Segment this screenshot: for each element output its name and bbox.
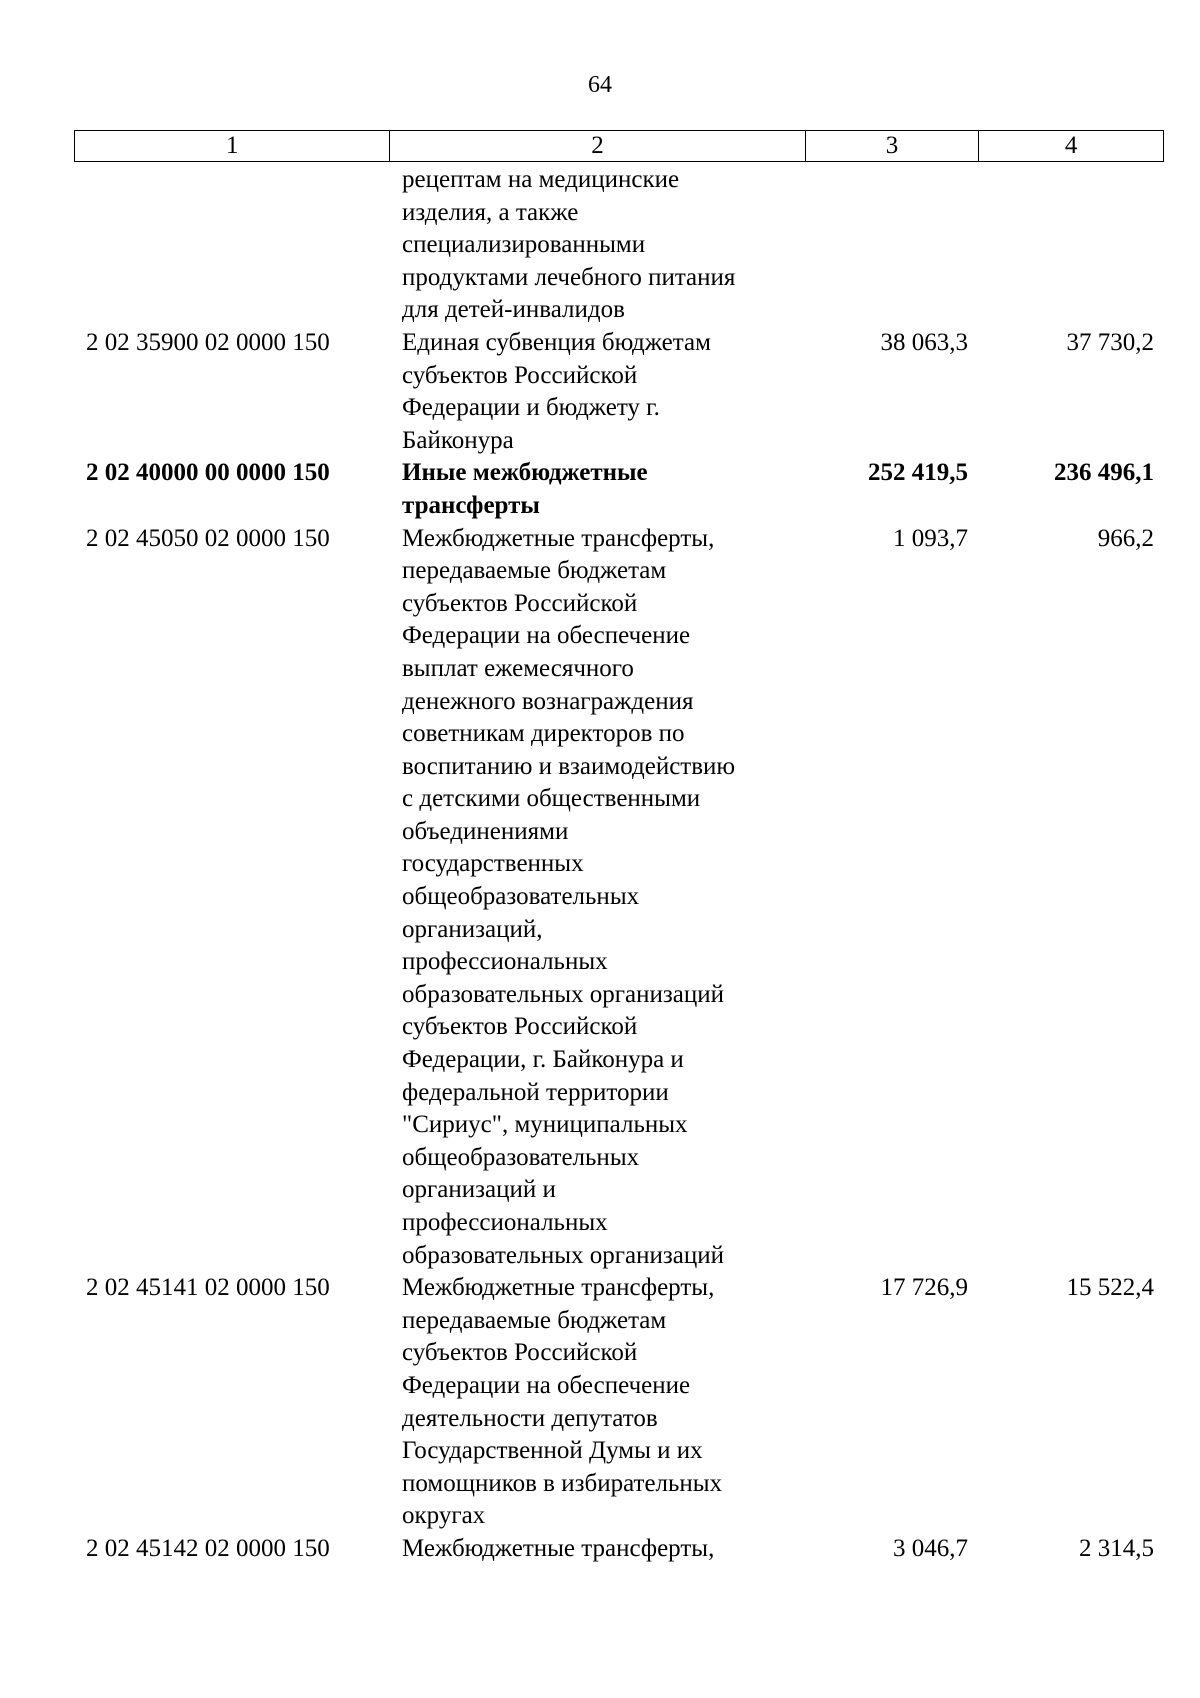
row-name-line: субъектов Российской <box>402 361 638 389</box>
row-name-line: Государственной Думы и их <box>402 1437 703 1465</box>
row-value-col3 <box>806 164 980 327</box>
row-name-line: образовательных организаций <box>402 980 725 1008</box>
row-name-line: профессиональных <box>402 1209 608 1236</box>
row-name-line: передаваемые бюджетам <box>402 557 667 585</box>
row-name-line: Межбюджетные трансферты, <box>402 1274 715 1302</box>
row-value-col3: 1 093,7 <box>893 524 968 552</box>
row-value-col3: 17 726,9 <box>880 1274 968 1302</box>
row-name-line: профессиональных <box>402 948 608 976</box>
row-name-line: продуктами лечебного питания <box>402 263 736 291</box>
row-name <box>390 1272 806 1533</box>
table-row <box>74 1533 1164 1566</box>
row-name-line: "Сириус", муниципальных <box>402 1111 688 1139</box>
row-name-line: Иные межбюджетные <box>402 459 648 487</box>
header-col-1: 1 <box>75 131 390 161</box>
row-value-col4 <box>980 164 1164 327</box>
row-value-col4: 236 496,1 <box>1054 459 1154 487</box>
row-name-line: субъектов Российской <box>402 1013 638 1041</box>
row-name-line: советникам директоров по <box>402 720 685 748</box>
row-name-line: с детскими общественными <box>402 785 701 813</box>
table-header <box>74 130 1164 162</box>
row-code: 2 02 45050 02 0000 150 <box>86 524 330 552</box>
table-row <box>74 164 1164 327</box>
row-name-line: федеральной территории <box>402 1078 669 1106</box>
row-code: 2 02 45141 02 0000 150 <box>86 1274 330 1302</box>
table-row <box>74 457 1164 522</box>
table-row <box>74 523 1164 1273</box>
table-body <box>74 164 1164 1566</box>
row-name-line: Федерации и бюджету г. <box>402 394 660 422</box>
row-name-line: Межбюджетные трансферты, <box>402 1534 715 1562</box>
row-name-line: общеобразовательных <box>402 883 640 911</box>
row-name-line: воспитанию и взаимодействию <box>402 752 736 780</box>
row-name-line: общеобразовательных <box>402 1143 640 1171</box>
row-name-line: образовательных организаций <box>402 1241 725 1269</box>
row-name-line: Байконура <box>402 426 514 454</box>
row-name-line: трансферты <box>402 491 540 519</box>
row-name-line: Межбюджетные трансферты, <box>402 524 715 552</box>
row-value-col4: 966,2 <box>1097 524 1154 552</box>
row-name-line: округах <box>402 1502 486 1530</box>
row-name-line: организаций, <box>402 915 543 943</box>
row-code: 2 02 45142 02 0000 150 <box>86 1534 330 1562</box>
row-name-line: помощников в избирательных <box>402 1469 723 1497</box>
row-code: 2 02 35900 02 0000 150 <box>86 328 330 356</box>
header-col-3: 3 <box>806 131 980 161</box>
row-name-line: передаваемые бюджетам <box>402 1306 667 1334</box>
row-name-line: организаций и <box>402 1176 556 1204</box>
table-row <box>74 1272 1164 1533</box>
row-value-col4: 15 522,4 <box>1066 1274 1154 1302</box>
row-code <box>74 164 390 327</box>
row-code: 2 02 40000 00 0000 150 <box>86 459 330 487</box>
row-name-line: субъектов Российской <box>402 589 638 617</box>
row-name-line: Федерации на обеспечение <box>402 1371 691 1399</box>
row-name-line: изделия, а также <box>402 198 579 226</box>
row-value-col3: 38 063,3 <box>880 328 968 356</box>
row-name <box>390 457 806 522</box>
page-number: 64 <box>588 72 612 98</box>
header-col-4: 4 <box>1064 132 1078 159</box>
row-name-line: государственных <box>402 850 584 878</box>
row-value-col4: 37 730,2 <box>1066 328 1154 356</box>
row-value-col3: 252 419,5 <box>868 459 968 487</box>
row-name <box>390 523 806 1273</box>
row-name <box>390 1533 806 1566</box>
header-col-2: 2 <box>390 131 805 161</box>
row-name-line: Федерации на обеспечение <box>402 622 691 650</box>
row-name-line: деятельности депутатов <box>402 1404 658 1432</box>
row-value-col4: 2 314,5 <box>1079 1534 1154 1562</box>
row-name-line: специализированными <box>402 231 646 259</box>
row-name-line: денежного вознаграждения <box>402 687 694 715</box>
row-value-col3: 3 046,7 <box>893 1534 968 1562</box>
row-name-line: Единая субвенция бюджетам <box>402 328 711 356</box>
row-name-line: выплат ежемесячного <box>402 654 634 682</box>
row-name-line: для детей-инвалидов <box>402 296 625 324</box>
row-name-line: рецептам на медицинские <box>402 166 680 193</box>
row-name <box>390 327 806 457</box>
row-name-line: субъектов Российской <box>402 1339 638 1367</box>
table-row <box>74 327 1164 457</box>
row-name-line: Федерации, г. Байконура и <box>402 1046 684 1074</box>
row-name <box>390 164 806 327</box>
row-name-line: объединениями <box>402 817 569 845</box>
